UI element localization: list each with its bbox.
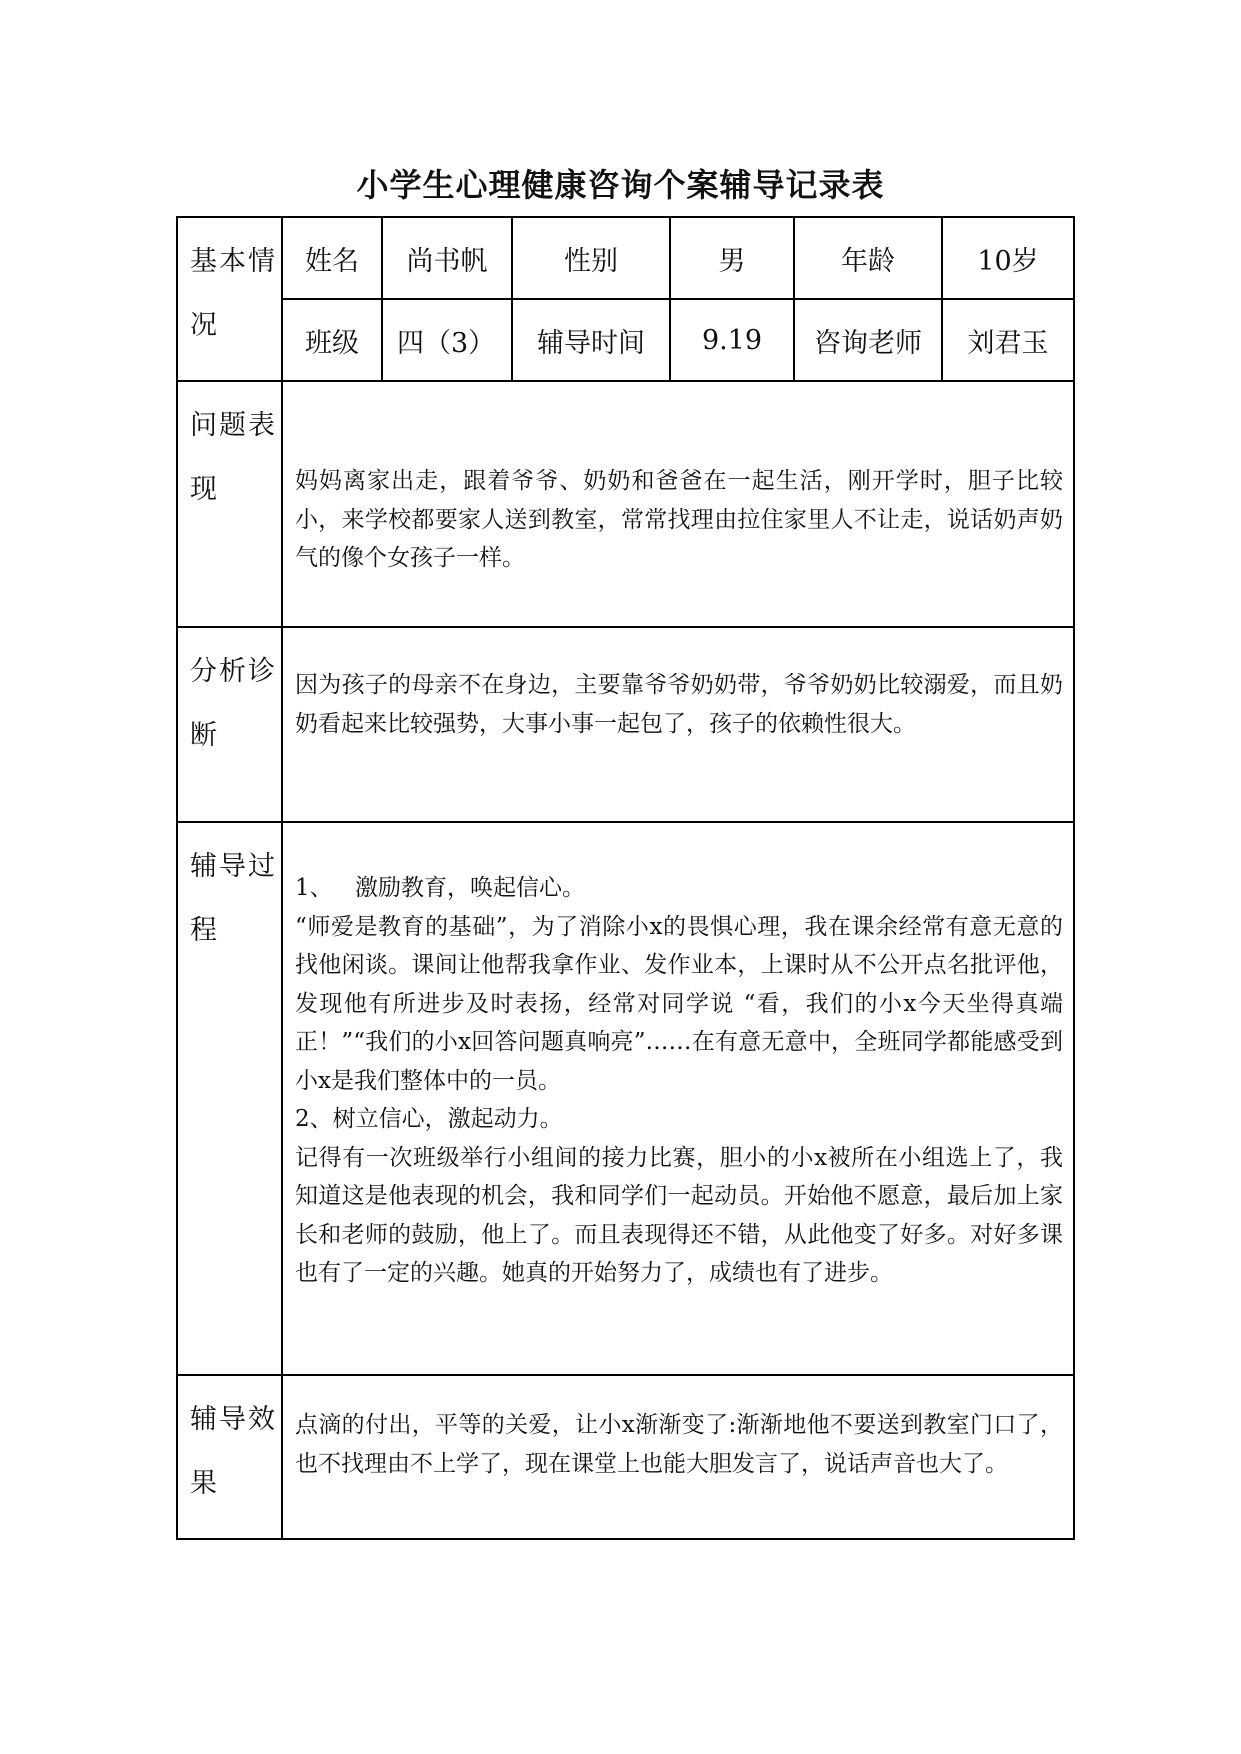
problem-paragraph: 妈妈离家出走，跟着爷爷、奶奶和爸爸在一起生活，刚开学时，胆子比较小，来学校都要家人送到教室，常常找理由拉住家里人不让走，说话奶声奶气的像个女孩子一样。 — [295, 468, 1063, 571]
analysis-paragraph: 因为孩子的母亲不在身边，主要靠爷爷奶奶带，爷爷奶奶比较溺爱，而且奶奶看起来比较强势，大事小事一起包了，孩子的依赖性很大。 — [295, 672, 1063, 737]
problem-text — [282, 381, 1074, 627]
process-item1-paragraph: “师爱是教育的基础”，为了消除小x的畏惧心理，我在课余经常有意无意的找他闲谈。课间让他帮我拿作业、发作业本，上课时从不公开点名批评他，发现他有所进步及时表扬，经常对同学说 “看，我们的小x今天坐得真端正！”“我们的小x回答问题真响亮”……在有意无意中，全班同学都能感受到小x是我们整体中的一员。 — [295, 913, 1063, 1094]
process-item1-heading — [295, 823, 1063, 908]
class-label: 班级 — [282, 299, 382, 381]
process-item1-title: 激励教育，唤起信心。 — [355, 875, 585, 901]
analysis-text — [282, 627, 1074, 822]
problem-label: 问题表现 — [177, 381, 282, 627]
age-value: 10岁 — [942, 217, 1074, 299]
record-table — [176, 216, 1075, 1540]
effect-paragraph: 点滴的付出，平等的关爱，让小x渐渐变了:渐渐地他不要送到教室门口了，也不找理由不上学了，现在课堂上也能大胆发言了，说话声音也大了。 — [295, 1412, 1063, 1477]
process-item2-heading: 2、树立信心，激起动力。 — [295, 1106, 563, 1132]
time-value: 9.19 — [670, 299, 794, 381]
effect-label: 辅导效果 — [177, 1375, 282, 1539]
time-label: 辅导时间 — [512, 299, 670, 381]
age-label: 年龄 — [794, 217, 942, 299]
analysis-label: 分析诊断 — [177, 627, 282, 822]
process-label: 辅导过程 — [177, 822, 282, 1375]
basic-info-label: 基本情况 — [177, 217, 282, 381]
teacher-value: 刘君玉 — [942, 299, 1074, 381]
process-item1-number: 1、 — [295, 875, 333, 901]
name-value: 尚书帆 — [382, 217, 512, 299]
process-item2-paragraph: 记得有一次班级举行小组间的接力比赛，胆小的小x被所在小组选上了，我知道这是他表现的机会，我和同学们一起动员。开始他不愿意，最后加上家长和老师的鼓励，他上了。而且表现得还不错，从此他变了好多。对好多课也有了一定的兴趣。她真的开始努力了，成绩也有了进步。 — [295, 1144, 1063, 1286]
process-text — [282, 822, 1074, 1375]
class-value: 四（3） — [382, 299, 512, 381]
gender-label: 性别 — [512, 217, 670, 299]
gender-value: 男 — [670, 217, 794, 299]
name-label: 姓名 — [282, 217, 382, 299]
teacher-label: 咨询老师 — [794, 299, 942, 381]
page-title: 小学生心理健康咨询个案辅导记录表 — [356, 166, 885, 204]
effect-text — [282, 1375, 1074, 1539]
